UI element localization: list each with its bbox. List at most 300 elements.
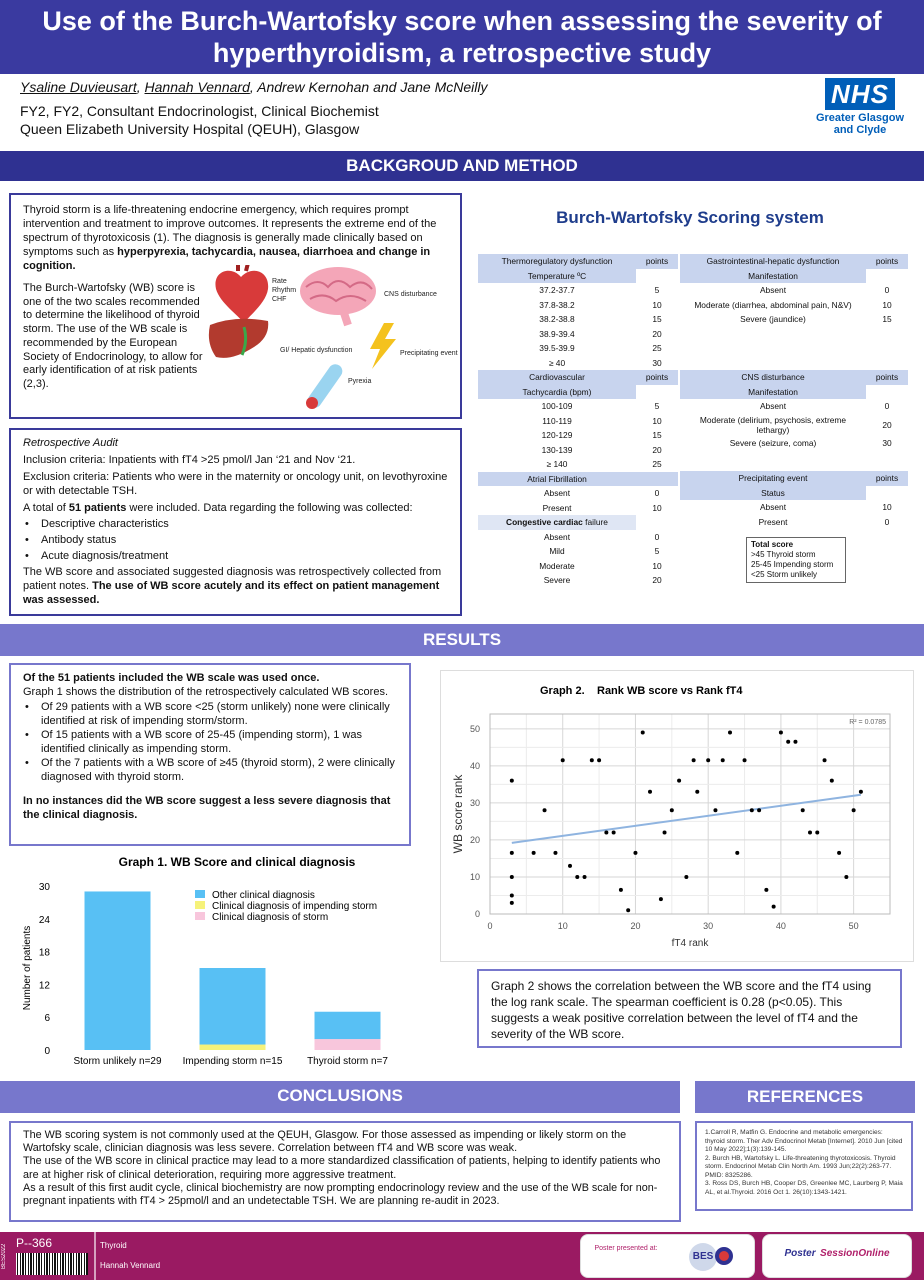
legend-label: Clinical diagnosis of storm <box>212 912 329 923</box>
score-row <box>680 370 908 385</box>
data-point <box>510 851 514 855</box>
data-point <box>626 908 630 912</box>
scoring-precip-block <box>680 471 908 529</box>
score-criterion: Mild <box>549 546 565 557</box>
legend-swatch <box>195 890 205 898</box>
y-tick-label: 30 <box>38 882 50 893</box>
score-row <box>478 327 678 342</box>
legend-swatch <box>195 901 205 909</box>
score-row <box>478 298 678 313</box>
graph1-bar-chart <box>0 850 430 1075</box>
author-duvieusart: Ysaline Duvieusart <box>20 79 137 95</box>
score-criterion: ≥ 140 <box>546 459 568 470</box>
bullet-dot: • <box>25 701 29 713</box>
y-tick-label: 18 <box>38 947 50 959</box>
nhs-logo-mark: NHS <box>825 78 895 110</box>
data-point <box>852 808 856 812</box>
results-bullet-text: Of 15 patients with a WB score of 25-45 (impending storm), 1 was identified clinically as impending storm. <box>41 729 362 755</box>
score-row <box>680 399 908 414</box>
score-points: 30 <box>882 437 892 448</box>
y-tick-label: 6 <box>44 1013 50 1025</box>
score-criterion: Absent <box>543 488 571 499</box>
score-criterion: 130-139 <box>541 444 573 455</box>
score-row <box>478 283 678 298</box>
data-point <box>779 731 783 735</box>
score-row <box>478 428 678 443</box>
score-points: 20 <box>652 575 662 586</box>
x-tick-label: 10 <box>557 921 568 931</box>
data-point <box>837 851 841 855</box>
score-row <box>680 500 908 515</box>
data-point <box>815 831 819 835</box>
data-point <box>532 851 536 855</box>
poster-session-online-logo <box>762 1234 912 1278</box>
data-point <box>641 731 645 735</box>
score-criterion: Manifestation <box>680 385 866 400</box>
psol-word2: SessionOnline <box>820 1248 890 1259</box>
score-row <box>478 399 678 414</box>
section-conclusions-heading: CONCLUSIONS <box>0 1081 680 1113</box>
score-criterion: Tachycardia (bpm) <box>478 385 636 400</box>
score-points: points <box>636 370 678 385</box>
results-p1: Graph 1 shows the distribution of the retrospectively calculated WB scores. <box>23 686 389 698</box>
background-p1-text: Thyroid storm is a life-threatening endocrine emergency, which requires prompt intervention and treatment to improve outcomes. It represents the extreme end of the spectrum of thyrotoxicosis (1). The diagnosis is generally made clinically based on symptoms such as <box>23 204 437 258</box>
reference-item: 1.Carroll R, Matfin G. Endocrine and metabolic emergencies: thyroid storm. Ther Adv Endocrinol Metab [Internet]. 2010 Jun [cited 10 May 2022];1(3):139-145. <box>705 1129 903 1153</box>
score-criterion: 37.2-37.7 <box>539 285 575 296</box>
results-box <box>9 663 411 846</box>
score-criterion: Present <box>542 502 572 513</box>
x-axis-label: fT4 rank <box>671 938 709 949</box>
data-point <box>859 790 863 794</box>
score-points <box>866 385 908 400</box>
score-criterion: Moderate <box>539 560 575 571</box>
total-score-line: 25-45 Impending storm <box>751 560 834 569</box>
score-criterion: Severe (jaundice) <box>740 314 806 325</box>
results-bullet <box>23 700 397 728</box>
score-points: 0 <box>884 401 890 412</box>
data-point <box>728 731 732 735</box>
score-points: 30 <box>652 357 662 368</box>
bes-logo-icon <box>715 1247 733 1265</box>
score-row <box>478 254 678 269</box>
audit-bullet <box>23 517 448 531</box>
score-criterion: Manifestation <box>680 269 866 284</box>
nhs-logo-line2: and Clyde <box>833 124 887 136</box>
data-point <box>648 790 652 794</box>
score-criterion: Temperature ºC <box>478 269 636 284</box>
score-row <box>680 254 908 269</box>
score-points: 0 <box>884 516 890 527</box>
data-point <box>743 758 747 762</box>
results-lead: Of the 51 patients included the WB scale was used once. <box>23 672 320 684</box>
graph2-scatter-chart <box>440 670 914 962</box>
data-point <box>670 808 674 812</box>
reference-item: 2. Burch HB, Wartofsky L. Life-threatening thyrotoxicosis. Thyroid storm. Endocrinol Metab Clin North Am. 1993 Jun;22(2):263-77. PMID: 8325286. <box>705 1154 896 1179</box>
score-criterion: 38.2-38.8 <box>539 314 575 325</box>
scoring-left-column <box>478 254 678 588</box>
thermometer-icon <box>305 362 345 411</box>
score-row <box>478 530 678 545</box>
data-point <box>750 808 754 812</box>
score-criterion: Absent <box>759 401 787 412</box>
bullet-dot: • <box>25 757 29 769</box>
score-row <box>478 457 678 472</box>
score-points <box>636 385 678 400</box>
score-points: 10 <box>882 502 892 513</box>
data-point <box>510 893 514 897</box>
bes-logo: BES <box>689 1243 717 1271</box>
graph1-title: Graph 1. WB Score and clinical diagnosis <box>118 855 356 869</box>
data-point <box>695 790 699 794</box>
background-paragraph-1 <box>23 203 448 273</box>
data-point <box>510 779 514 783</box>
score-points: 10 <box>652 415 662 426</box>
score-points: points <box>636 254 678 269</box>
bar-segment <box>200 968 266 1045</box>
liver-icon <box>209 319 268 358</box>
data-point <box>721 758 725 762</box>
bar-segment <box>200 1045 266 1050</box>
footer-divider <box>94 1232 96 1280</box>
score-points <box>866 486 908 501</box>
scoring-gi-block <box>680 254 908 327</box>
data-point <box>633 851 637 855</box>
score-points: 0 <box>654 531 660 542</box>
lightning-bolt-icon <box>370 323 396 369</box>
y-axis-label: Number of patients <box>22 925 33 1011</box>
score-criterion: Severe (seizure, coma) <box>729 437 817 448</box>
data-point <box>510 875 514 879</box>
brain-icon <box>300 267 376 325</box>
score-row <box>478 312 678 327</box>
total-score-line: >45 Thyroid storm <box>751 550 816 559</box>
data-point <box>764 888 768 892</box>
data-point <box>583 875 587 879</box>
scoring-table-gi <box>680 254 908 327</box>
score-row <box>680 385 908 400</box>
graph2-title: Graph 2. <box>540 685 585 697</box>
poster-title: Use of the Burch-Wartofsky score when assessing the severity of hyperthyroidism, a retrospective study <box>0 0 924 74</box>
reference-item: 3. Ross DS, Burch HB, Cooper DS, Greenlee MC, Laurberg P, Maia AL, et al.Thyroid. 2016 Oct 1. 26(10):1343-1421. <box>705 1180 903 1196</box>
score-criterion: Absent <box>759 502 787 513</box>
score-row <box>478 486 678 501</box>
score-row <box>478 385 678 400</box>
data-point <box>844 875 848 879</box>
audit-closing-b: The use of WB score acutely and its effect on patient management was assessed. <box>23 580 440 606</box>
nhs-logo-line1: Greater Glasgow <box>815 112 905 124</box>
data-point <box>793 740 797 744</box>
data-point <box>706 758 710 762</box>
data-point <box>612 831 616 835</box>
bullet-dot: • <box>25 534 29 546</box>
score-criterion: Moderate (delirium, psychosis, extreme lethargy) <box>699 414 847 435</box>
conclusion-paragraph: The use of the WB score in clinical practice may lead to a more standardized classification of patients, helping to identify patients who are at higher risk of clinical deterioration, requiring more aggressive treatment. <box>23 1155 661 1181</box>
score-criterion: Present <box>758 516 788 527</box>
nhs-logo <box>806 78 914 136</box>
score-criterion: CNS disturbance <box>680 370 866 385</box>
plot-area-border <box>490 714 890 914</box>
conclusions-box <box>9 1121 681 1222</box>
y-tick-label: 40 <box>469 760 480 771</box>
background-paragraph-2: The Burch-Wartofsky (WB) score is one of the two scales recommended to determine the likelihood of thyroid storm. The use of the WB scale is recommended by the European Society of Endocrinology, to allow for early identification of at risk patients (2,3). <box>23 282 203 390</box>
score-points: 5 <box>654 546 660 557</box>
scoring-table-cns <box>680 370 908 450</box>
total-score-legend <box>746 537 846 583</box>
section-references-heading: REFERENCES <box>695 1081 915 1113</box>
score-points <box>636 515 678 530</box>
score-points: points <box>866 471 908 486</box>
score-points: 10 <box>882 299 892 310</box>
results-closing: In no instances did the WB score suggest a less severe diagnosis that the clinical diagnosis. <box>23 795 391 821</box>
score-points: 25 <box>652 343 662 354</box>
x-tick-label: 0 <box>487 921 493 931</box>
score-points: 0 <box>654 488 660 499</box>
data-point <box>684 875 688 879</box>
score-criterion: Status <box>680 486 866 501</box>
score-points: points <box>866 254 908 269</box>
results-bullet-text: Of 29 patients with a WB score <25 (storm unlikely) none were clinically identified at risk of impending storm/storm. <box>41 701 390 727</box>
footer-category: Thyroid <box>100 1241 127 1250</box>
data-point <box>543 808 547 812</box>
score-points: 15 <box>882 314 892 325</box>
score-row <box>680 283 908 298</box>
data-point <box>823 758 827 762</box>
graph2-subtitle: Rank WB score vs Rank fT4 <box>597 685 743 697</box>
data-point <box>597 758 601 762</box>
section-results-heading: RESULTS <box>0 624 924 656</box>
graph2-description: Graph 2 shows the correlation between the WB score and the fT4 using the log rank scale. The spearman coefficient is 0.28 (p<0.05). This suggests a weak positive correlation between the level of fT4 and the severity of the WB score. <box>477 969 902 1048</box>
score-criterion: Precipitating event <box>680 471 866 486</box>
data-point <box>713 808 717 812</box>
total-text-b: 51 patients <box>68 502 127 514</box>
score-criterion: Moderate (diarrhea, abdominal pain, N&V) <box>694 299 852 310</box>
score-row <box>680 471 908 486</box>
score-points <box>636 472 678 487</box>
audit-box <box>9 428 462 616</box>
data-point <box>575 875 579 879</box>
legend-swatch <box>195 912 205 920</box>
psol-word1: Poster <box>784 1248 816 1259</box>
score-points: 15 <box>652 430 662 441</box>
legend-label: Other clinical diagnosis <box>212 890 315 901</box>
score-criterion: ≥ 40 <box>548 357 566 368</box>
score-points: 10 <box>652 502 662 513</box>
footer-poster-id: P--366 <box>16 1236 53 1250</box>
score-row <box>478 341 678 356</box>
score-points: 20 <box>652 328 662 339</box>
score-points: 20 <box>882 419 892 430</box>
footer-presenter: Hannah Vennard <box>100 1261 161 1270</box>
score-row <box>478 501 678 516</box>
score-points: 5 <box>654 401 660 412</box>
score-criterion: 110-119 <box>542 415 572 426</box>
bullet-dot: • <box>25 729 29 741</box>
author-vennard: Hannah Vennard <box>144 79 250 95</box>
footer-side-code: BES2022 <box>1 1243 7 1269</box>
bolt-label: Precipitating event <box>400 350 458 357</box>
total-score-title: Total score <box>751 540 794 549</box>
bar-segment <box>315 1039 381 1050</box>
data-point <box>619 888 623 892</box>
liver-label: GI/ Hepatic dysfunction <box>280 347 353 354</box>
scoring-title: Burch-Wartofsky Scoring system <box>556 208 824 227</box>
bar-segment <box>315 1012 381 1039</box>
score-points: 0 <box>884 285 890 296</box>
x-tick-label: 50 <box>848 921 859 931</box>
score-row <box>478 356 678 371</box>
score-row <box>478 269 678 284</box>
results-bullet <box>23 728 397 756</box>
score-row <box>478 573 678 588</box>
barcode-icon <box>16 1253 88 1275</box>
author-separator: , <box>136 79 145 95</box>
author-roles: FY2, FY2, Consultant Endocrinologist, Clinical Biochemist <box>20 103 379 119</box>
x-tick-label: 30 <box>703 921 714 931</box>
score-row <box>478 544 678 559</box>
data-point <box>830 779 834 783</box>
data-point <box>604 831 608 835</box>
score-criterion: 100-109 <box>541 401 573 412</box>
score-points: 20 <box>652 444 662 455</box>
total-patients <box>23 501 448 515</box>
score-points: 15 <box>652 314 662 325</box>
total-score-line: <25 Storm unlikely <box>751 570 818 579</box>
score-points: 25 <box>652 459 662 470</box>
results-bullet <box>23 756 397 784</box>
exclusion-criteria: Exclusion criteria: Patients who were in the maternity or oncology unit, on levothyroxine or with detectable TSH. <box>23 471 448 497</box>
audit-heading: Retrospective Audit <box>23 437 118 449</box>
score-points: points <box>866 370 908 385</box>
audit-bullet <box>23 549 448 563</box>
legend-label: Clinical diagnosis of impending storm <box>212 901 378 912</box>
author-rest: , Andrew Kernohan and Jane McNeilly <box>249 79 488 95</box>
score-row <box>478 472 678 487</box>
y-tick-label: 0 <box>44 1046 50 1057</box>
conclusion-paragraph: As a result of this first audit cycle, clinical biochemistry are now prompting endocrinology review and the use of the WB scale for non-pregnant inpatients with fT4 > 25pmol/l and an undetectable TSH. We are planning re-audit in 2023. <box>23 1181 658 1208</box>
scoring-cns-block <box>680 370 908 450</box>
heart-label-rhythm: Rhythm <box>272 287 297 294</box>
y-axis-label: WB score rank <box>451 774 465 854</box>
score-criterion: Gastrointestinal-hepatic dysfunction <box>680 254 866 269</box>
score-criterion: 38.9-39.4 <box>539 328 575 339</box>
score-row <box>680 515 908 530</box>
therm-label: Pyrexia <box>348 378 372 385</box>
conclusion-paragraph: The WB scoring system is not commonly used at the QEUH, Glasgow. For those assessed as impending or likely storm on the Wartofsky scale, clinician diagnosis was less severe. Correlation between fT4 and WB score was weak. <box>23 1129 627 1155</box>
y-tick-label: 24 <box>38 914 50 926</box>
score-row <box>680 414 908 436</box>
y-tick-label: 0 <box>474 909 480 919</box>
x-category-label: Thyroid storm n=7 <box>307 1056 388 1067</box>
audit-closing-a: The WB score and associated suggested diagnosis was retrospectively collected from patient notes. <box>23 566 442 592</box>
bullet-dot: • <box>25 518 29 530</box>
score-row <box>680 436 908 451</box>
y-tick-label: 10 <box>469 871 480 882</box>
score-row <box>680 298 908 313</box>
x-category-label: Storm unlikely n=29 <box>73 1056 162 1067</box>
score-points <box>636 269 678 284</box>
score-points <box>866 269 908 284</box>
total-text-a: A total of <box>23 502 69 514</box>
data-point <box>510 901 514 905</box>
results-bullet-text: Of the 7 patients with a WB score of ≥45 (thyroid storm), 2 were clinically diagnosed with thyroid storm. <box>41 757 395 783</box>
data-point <box>677 779 681 783</box>
y-tick-label: 30 <box>469 797 480 808</box>
data-point <box>590 758 594 762</box>
trendline <box>512 795 861 843</box>
y-tick-label: 50 <box>469 723 480 734</box>
score-row <box>478 515 678 530</box>
footer-presented-at <box>580 1234 755 1278</box>
institution: Queen Elizabeth University Hospital (QEUH), Glasgow <box>20 121 360 137</box>
bar-segment <box>85 891 151 1050</box>
score-points: 5 <box>654 285 660 296</box>
heart-label-rate: Rate <box>272 278 287 285</box>
score-criterion: Absent <box>759 285 787 296</box>
score-row <box>680 486 908 501</box>
bullet-dot: • <box>25 550 29 562</box>
data-point <box>757 808 761 812</box>
x-tick-label: 20 <box>630 921 641 931</box>
score-row <box>478 370 678 385</box>
data-point <box>553 851 557 855</box>
audit-bullet-text: Acute diagnosis/treatment <box>41 550 169 562</box>
data-point <box>772 905 776 909</box>
background-box <box>9 193 462 419</box>
y-tick-label: 20 <box>469 834 480 845</box>
data-point <box>659 897 663 901</box>
audit-bullet <box>23 533 448 547</box>
score-points: 10 <box>652 560 662 571</box>
author-list <box>20 79 487 95</box>
score-row <box>478 443 678 458</box>
scoring-table-precip <box>680 471 908 529</box>
audit-bullet-text: Descriptive characteristics <box>41 518 169 530</box>
score-criterion: 37.8-38.2 <box>539 299 575 310</box>
audit-bullet-text: Antibody status <box>41 534 117 546</box>
data-point <box>801 808 805 812</box>
score-criterion: Thermoregulatory dysfunction <box>478 254 636 269</box>
scoring-table-left <box>478 254 678 588</box>
section-background-heading: BACKGROUD AND METHOD <box>0 151 924 181</box>
total-text-c: were included. Data regarding the following was collected: <box>126 502 413 514</box>
score-criterion: 120-129 <box>541 430 573 441</box>
data-point <box>568 864 572 868</box>
heart-label-chf: CHF <box>272 296 287 303</box>
background-p1-symptoms: hyperpyrexia, tachycardia, nausea, diarrhoea and change in cognition. <box>23 246 431 272</box>
affiliations <box>20 102 379 138</box>
score-criterion: Congestive cardiac failure <box>478 515 636 530</box>
score-row <box>478 559 678 574</box>
y-tick-label: 12 <box>38 980 50 992</box>
score-criterion: 39.5-39.9 <box>539 343 575 354</box>
data-point <box>808 831 812 835</box>
score-criterion: Absent <box>543 531 571 542</box>
data-point <box>663 831 667 835</box>
score-criterion: Severe <box>543 575 571 586</box>
score-row <box>680 269 908 284</box>
symptom-illustration <box>206 265 461 415</box>
brain-label: CNS disturbance <box>384 291 437 298</box>
inclusion-criteria: Inclusion criteria: Inpatients with fT4 >25 pmol/l Jan ‘21 and Nov ‘21. <box>23 454 356 466</box>
x-category-label: Impending storm n=15 <box>182 1056 283 1067</box>
score-row <box>680 312 908 327</box>
score-criterion: Cardiovascular <box>478 370 636 385</box>
data-point <box>735 851 739 855</box>
score-criterion: Atrial Fibrillation <box>478 472 636 487</box>
audit-closing <box>23 565 448 607</box>
data-point <box>692 758 696 762</box>
x-tick-label: 40 <box>775 921 786 931</box>
